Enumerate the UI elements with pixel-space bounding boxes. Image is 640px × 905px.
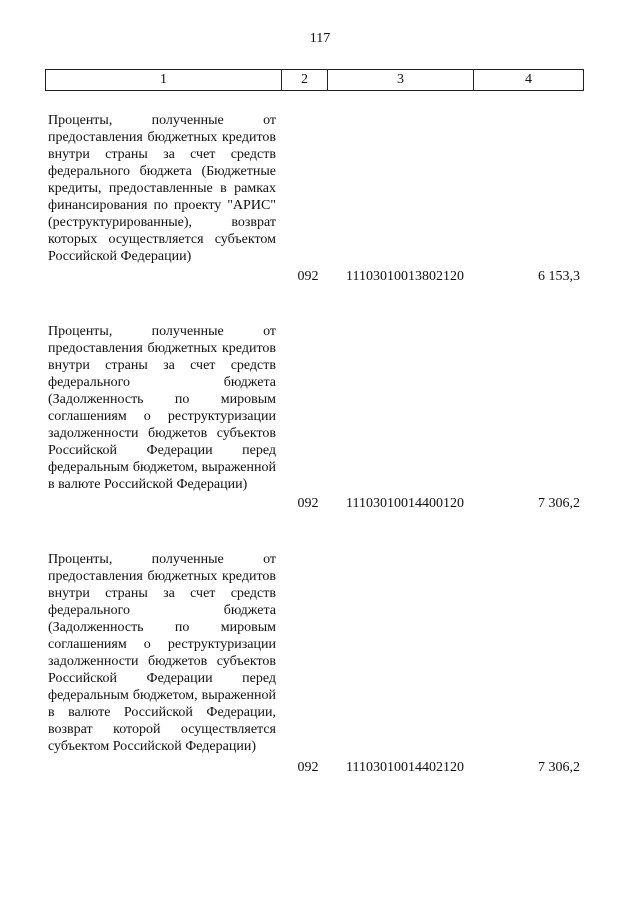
column-header-table [45,69,584,91]
row-amount: 7 306,2 [538,496,580,511]
column-header-3: 3 [328,70,474,91]
column-header-row [46,70,584,91]
row-kbk-code: 11103010014402120 [346,760,464,775]
row-amount: 6 153,3 [538,269,580,284]
row-amount: 7 306,2 [538,760,580,775]
row-admin-code: 092 [297,760,319,775]
row-admin-code: 092 [297,496,319,511]
column-header-4: 4 [474,70,584,91]
row-description: Проценты, полученные от предоставления бюджетных кредитов внутри страны за счет средств федерального бюджета (Задолженность по мировым соглашениям о реструктуризации задолженности бюджетов субъектов Российской Федерации перед федеральным бюджетом, выраженной в валюте Российской Федерации) [48,324,276,492]
row-kbk-code: 11103010014400120 [346,496,464,511]
row-description: Проценты, полученные от предоставления бюджетных кредитов внутри страны за счет средств федерального бюджета (Бюджетные кредиты, предоставленные в рамках финансирования по проекту "АРИС" (реструктурированные), возврат которых осуществляется субъектом Российской Федерации) [48,113,276,264]
column-header-1: 1 [46,70,282,91]
table-row [0,323,640,518]
table-row [0,551,640,781]
column-header-2: 2 [282,70,328,91]
page-number: 117 [309,31,331,46]
table-row [0,112,640,292]
row-description: Проценты, полученные от предоставления бюджетных кредитов внутри страны за счет средств федерального бюджета (Задолженность по мировым соглашениям о реструктуризации задолженности бюджетов субъектов Российской Федерации перед федеральным бюджетом, выраженной в валюте Российской Федерации, возврат которой осуществляется субъектом Российской Федерации) [48,552,276,754]
row-kbk-code: 11103010013802120 [346,269,464,284]
row-admin-code: 092 [297,269,319,284]
